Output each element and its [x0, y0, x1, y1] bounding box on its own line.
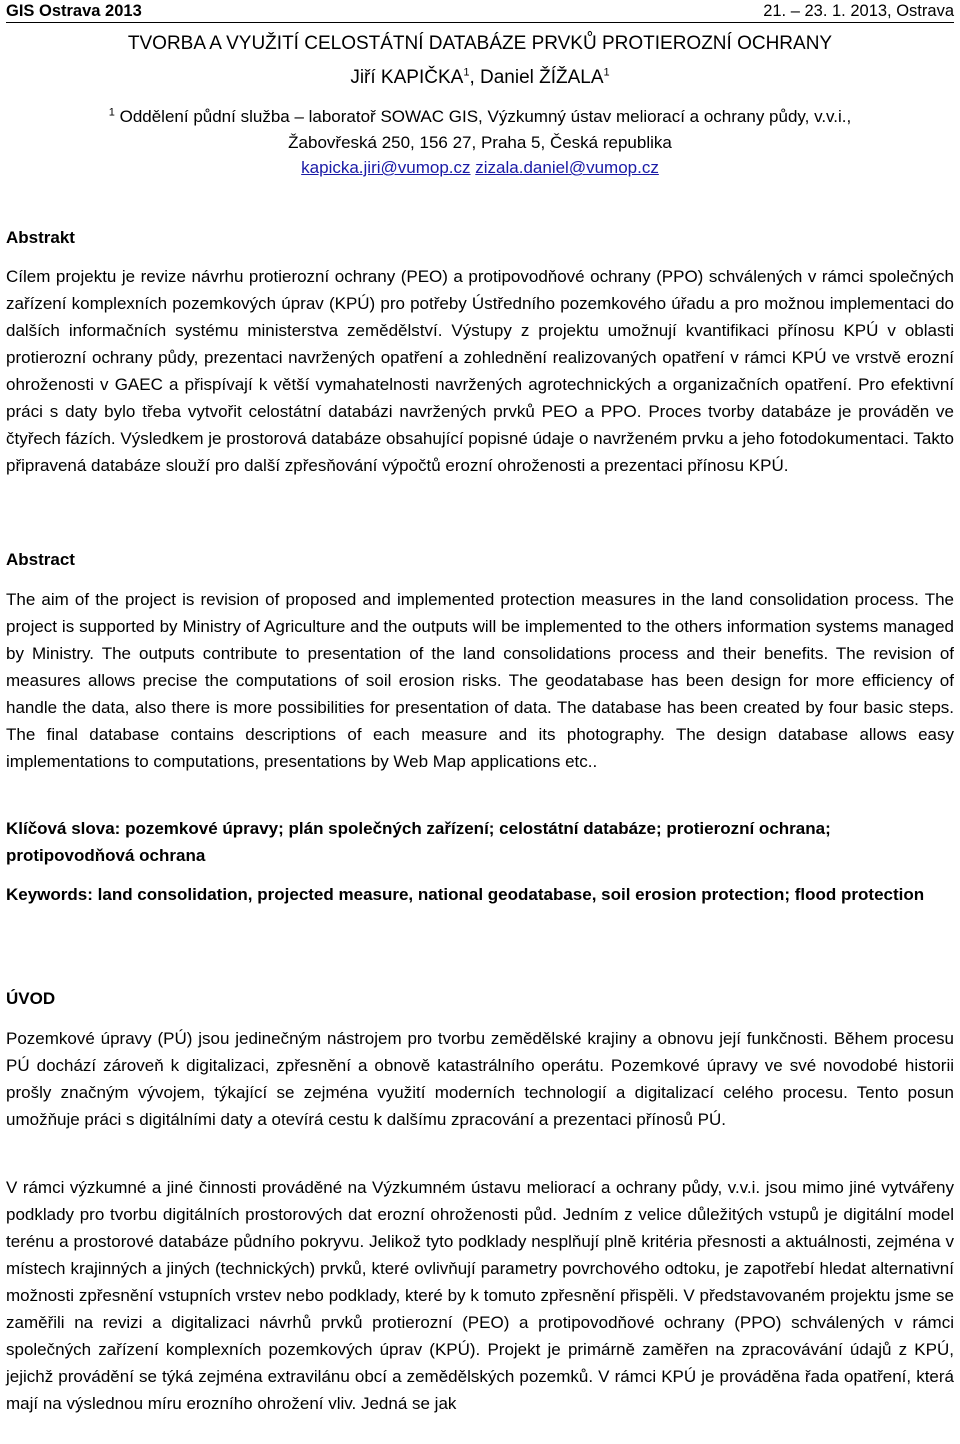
affiliation-marker: 1 — [108, 106, 115, 119]
uvod-paragraph: V rámci výzkumné a jiné činnosti prováděné na Výzkumném ústavu meliorací a ochrany půdy, v.v.i. jsou mimo jiné vytvářeny podklady pro tvorbu digitálních prostorových dat erozní ohroženosti půd. Jedním z velice důležitých vstupů je digitální model terénu a prostorové databáze půdního pokryvu. Jelikož tyto podklady nesplňují plně kritéria přesnosti a aktuálnosti, zejména v místech krajinných a jiných (technických) prvků, které ovlivňují parametry povrchového odtoku, je zapotřebí hledat alternativní možnosti zpřesnění vstupních vrstev nebo podklady, které by k tomuto zpřesnění přispěli. V představovaném projektu jsme se zaměřili na revizi a digitalizaci návrhů prvků protierozní (PEO) a protipovodňové ochrany (PPO) schválených v rámci společných zařízení komplexních pozemkových úprav (KPÚ). Projekt je primárně zaměřen na zpracovávání údajů z KPÚ, jejichž provádění se týká zejména extravilánu obcí a zemědělských pozemků. V rámci KPÚ je prováděna řada opatření, která mají na výslednou míru erozního ohrožení vliv. Jedná se jak — [6, 1178, 954, 1413]
abstrakt-heading: Abstrakt — [6, 228, 75, 247]
uvod-heading: ÚVOD — [6, 989, 56, 1008]
keywords-czech — [6, 815, 954, 869]
conference-name: GIS Ostrava 2013 — [6, 2, 142, 20]
abstract-text: The aim of the project is revision of proposed and implemented protection measures in the land consolidation process. The project is supported by Ministry of Agriculture and the outputs will be implemented to the others information systems managed by Ministry. The outputs contribute to presentation of the land consolidations process and their benefits. The revision of measures allows precise the computations of soil erosion risks. The geodatabase has been design for more efficiency of handle the data, also there is more possibilities for presentation of data. The database has been created by four basic steps. The final database contains descriptions of each measure and its photography. The design database allows easy implementations to computations, presentations by Web Map applications etc.. — [6, 590, 954, 771]
affiliation — [0, 104, 960, 156]
conference-date-place: 21. – 23. 1. 2013, Ostrava — [763, 2, 954, 20]
author-separator: , — [469, 67, 480, 88]
keywords-label: Keywords: — [6, 885, 98, 904]
author-list — [0, 66, 960, 90]
abstract-heading: Abstract — [6, 550, 75, 569]
keywords-label: Klíčová slova: — [6, 819, 126, 838]
paper-title: TVORBA A VYUŽITÍ CELOSTÁTNÍ DATABÁZE PRVKŮ PROTIEROZNÍ OCHRANY — [127, 33, 833, 54]
email-link[interactable]: zizala.daniel@vumop.cz — [475, 158, 659, 177]
affiliation-marker: 1 — [603, 66, 610, 79]
running-header — [6, 0, 954, 23]
email-link[interactable]: kapicka.jiri@vumop.cz — [301, 158, 471, 177]
keywords-english — [6, 881, 954, 908]
keywords-value: land consolidation, projected measure, national geodatabase, soil erosion protection; flood protection — [97, 885, 925, 904]
author-name: Daniel ŽÍŽALA — [480, 67, 604, 88]
abstrakt-text: Cílem projektu je revize návrhu protierozní ochrany (PEO) a protipovodňové ochrany (PPO) schválených v rámci společných zařízení komplexních pozemkových úprav (KPÚ) pro potřeby Ústředního pozemkového úřadu a pro možnou implementaci do dalších informačních systému ministerstva zemědělství. Výstupy z projektu umožnují kvantifikaci přínosu KPÚ v oblasti protierozní ochrany půdy, prezentaci navržených opatření a zohlednění realizovaných opatření v rámci KPÚ ve vrstvě erozní ohroženosti v GAEC a přispívají k větší vymahatelnosti navržených agrotechnických a organizačních opatření. Pro efektivní práci s daty bylo třeba vytvořit celostátní databázi navržených prvků PEO a PPO. Proces tvorby databáze je prováděn ve čtyřech fázích. Výsledkem je prostorová databáze obsahující popisné údaje o navrženém prvku a jeho fotodokumentaci. Takto připravená databáze slouží pro další zpřesňování výpočtů erozní ohroženosti a prezentaci přínosu KPÚ. — [6, 267, 954, 475]
affiliation-line: Oddělení půdní služba – laboratoř SOWAC GIS, Výzkumný ústav meliorací a ochrany půdy, v.v.i., — [114, 107, 852, 126]
affiliation-address: Žabovřeská 250, 156 27, Praha 5, Česká republika — [288, 133, 672, 152]
affiliation-marker: 1 — [463, 66, 470, 79]
keywords-value: pozemkové úpravy; plán společných zařízení; celostátní databáze; protierozní ochrana; protipovodňová ochrana — [6, 819, 831, 865]
author-name: Jiří KAPIČKA — [350, 67, 464, 88]
uvod-paragraph: Pozemkové úpravy (PÚ) jsou jedinečným nástrojem pro tvorbu zemědělské krajiny a obnovu její funkčnosti. Během procesu PÚ dochází zároveň k digitalizaci, zpřesnění a obnově katastrálního operátu. Pozemkové úpravy ve své novodobé historii prošly značným vývojem, týkající se zejména využití moderních technologií a digitalizací celého procesu. Tento posun umožňuje práci s digitálními daty a otevírá cestu k dalšímu zpracování a prezentaci přínosů PÚ. — [6, 1029, 954, 1129]
author-emails — [0, 156, 960, 180]
